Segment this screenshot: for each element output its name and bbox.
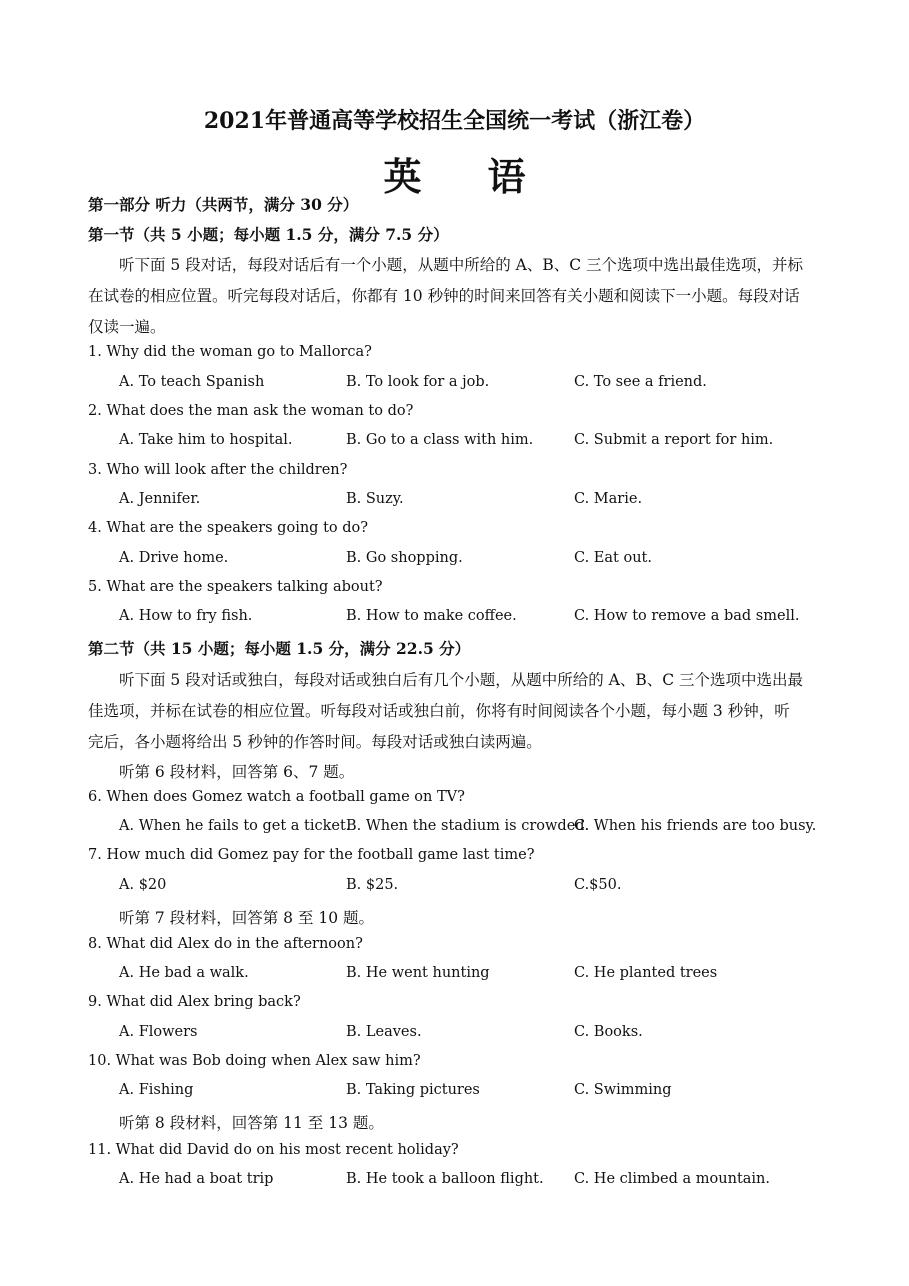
section1-instruction-line: 听下面 5 段对话，每段对话后有一个小题，从题中所给的 A、B、C 三个选项中选出最佳选项，并标 [119,256,804,274]
option-c: C. Submit a report for him. [574,432,774,448]
option-b: B. To look for a job. [346,374,490,390]
option-b: B. How to make coffee. [346,608,517,624]
question-text: 11. What did David do on his most recent holiday? [88,1142,459,1158]
section1-instruction-line: 在试卷的相应位置。听完每段对话后，你都有 10 秒钟的时间来回答有关小题和阅读下一小题。每段对话 [88,287,800,305]
option-c: C. When his friends are too busy. [574,818,817,834]
option-a: A. He had a boat trip [119,1171,274,1187]
option-b: B. When the stadium is crowded. [346,818,590,834]
exam-title: 2021年普通高等学校招生全国统一考试（浙江卷） [203,108,706,134]
option-c: C. Marie. [574,491,643,507]
option-b: B. Go to a class with him. [346,432,534,448]
subject-title: 英语 [383,154,592,199]
question-text: 8. What did Alex do in the afternoon? [88,936,363,952]
question-text: 1. Why did the woman go to Mallorca? [88,344,372,360]
option-b: B. He went hunting [346,965,490,981]
option-b: B. Suzy. [346,491,404,507]
option-b: B. Go shopping. [346,550,463,566]
option-a: A. Take him to hospital. [119,432,293,448]
option-c: C. He climbed a mountain. [574,1171,770,1187]
option-a: A. Drive home. [119,550,229,566]
material-7-note: 听第 7 段材料，回答第 8 至 10 题。 [119,909,375,927]
question-text: 5. What are the speakers talking about? [88,579,383,595]
option-c: C. He planted trees [574,965,718,981]
question-text: 2. What does the man ask the woman to do? [88,403,414,419]
section2-instruction-line: 听下面 5 段对话或独白，每段对话或独白后有几个小题，从题中所给的 A、B、C 三个选项中选出最 [119,671,804,689]
option-c: C. Eat out. [574,550,652,566]
question-text: 9. What did Alex bring back? [88,994,301,1010]
section2-heading: 第二节（共 15 小题；每小题 1.5 分，满分 22.5 分） [88,639,471,658]
section1-heading: 第一节（共 5 小题；每小题 1.5 分，满分 7.5 分） [88,225,449,244]
option-c: C. How to remove a bad smell. [574,608,800,624]
option-b: B. $25. [346,877,399,893]
option-b: B. He took a balloon flight. [346,1171,544,1187]
option-a: A. How to fry fish. [119,608,253,624]
section2-instruction-line: 佳选项，并标在试卷的相应位置。听每段对话或独白前，你将有时间阅读各个小题，每小题 3 秒钟，听 [88,702,790,720]
material-8-note: 听第 8 段材料，回答第 11 至 13 题。 [119,1114,384,1132]
question-text: 4. What are the speakers going to do? [88,520,369,536]
section1-instruction-line: 仅读一遍。 [88,318,166,336]
option-a: A. He bad a walk. [119,965,249,981]
question-text: 6. When does Gomez watch a football game on TV? [88,789,465,805]
option-a: A. When he fails to get a ticket. [119,818,351,834]
option-c: C. To see a friend. [574,374,707,390]
option-c: C. Swimming [574,1082,672,1098]
option-b: B. Leaves. [346,1024,422,1040]
option-a: A. Fishing [119,1082,194,1098]
option-a: A. Jennifer. [119,491,201,507]
material-6-note: 听第 6 段材料，回答第 6、7 题。 [119,763,355,781]
part1-heading: 第一部分 听力（共两节，满分 30 分） [88,195,359,214]
question-text: 10. What was Bob doing when Alex saw him? [88,1053,421,1069]
option-a: A. Flowers [119,1024,198,1040]
option-c: C.$50. [574,877,622,893]
question-text: 3. Who will look after the children? [88,462,348,478]
option-a: A. To teach Spanish [119,374,265,390]
question-text: 7. How much did Gomez pay for the football game last time? [88,847,535,863]
section2-instruction-line: 完后，各小题将给出 5 秒钟的作答时间。每段对话或独白读两遍。 [88,733,542,751]
option-b: B. Taking pictures [346,1082,480,1098]
option-c: C. Books. [574,1024,643,1040]
option-a: A. $20 [119,877,167,893]
